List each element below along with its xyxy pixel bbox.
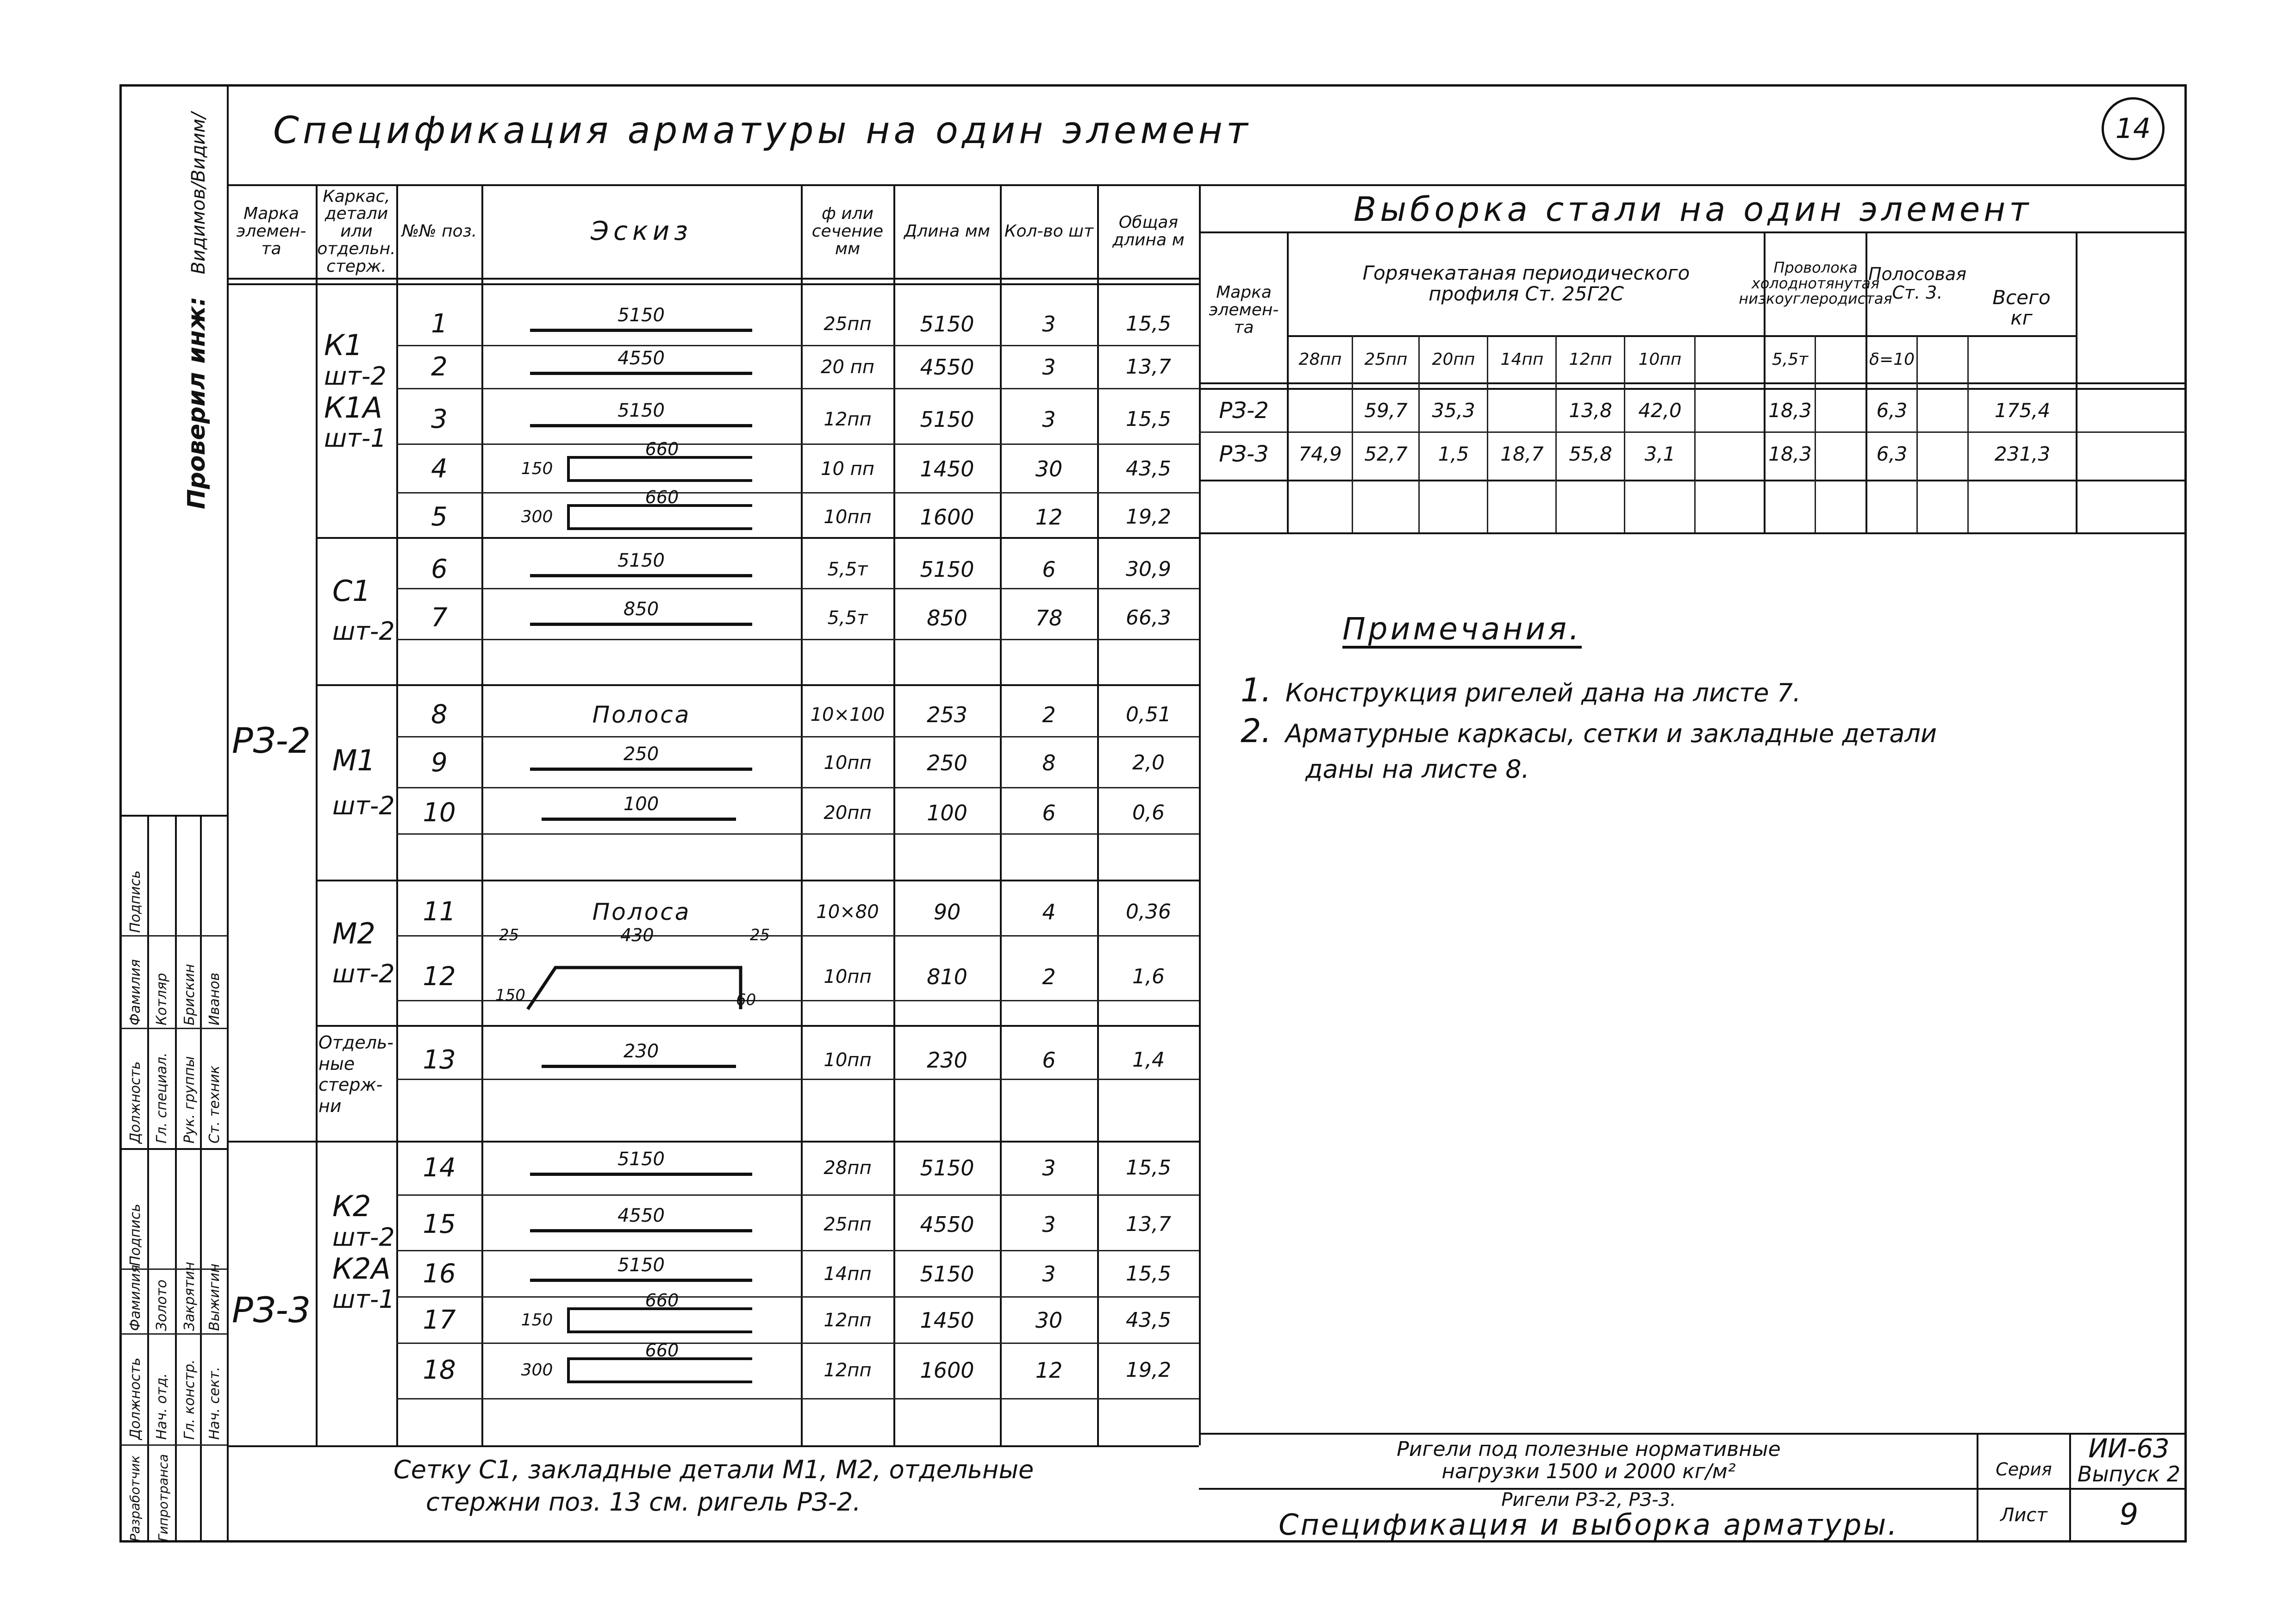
group-m2: М2 шт-2 — [332, 917, 395, 988]
row-diam: 20 пп — [821, 356, 874, 378]
page-number: 14 — [2115, 112, 2151, 145]
steel-cell: 18,7 — [1500, 442, 1544, 465]
row-pos: 12 — [423, 961, 456, 992]
steel-subheader: δ=10 — [1869, 350, 1915, 369]
steel-cell: 55,8 — [1569, 442, 1612, 465]
row-pos: 10 — [423, 797, 456, 828]
steel-subheader: 14пп — [1500, 350, 1544, 369]
row-total: 43,5 — [1126, 1308, 1171, 1332]
row-total: 43,5 — [1126, 456, 1171, 481]
row-pos: 6 — [431, 554, 448, 584]
steel-subheader: 10пп — [1638, 350, 1682, 369]
row-length: 1600 — [920, 504, 974, 530]
row-total: 13,7 — [1126, 1212, 1171, 1236]
steel-subheader: 28пп — [1298, 350, 1342, 369]
sketch-length-label: 5150 — [618, 1255, 665, 1276]
side-surname-2: Закрятин — [181, 1262, 198, 1331]
col-sketch-header: Эскиз — [591, 216, 693, 246]
row-total: 0,6 — [1132, 800, 1165, 824]
row-total: 19,2 — [1126, 1358, 1171, 1382]
steel-cell: 175,4 — [1994, 399, 2051, 422]
row-pos: 7 — [431, 602, 448, 633]
row-diam: 5,5т — [827, 559, 868, 580]
group-c1: С1 шт-2 — [332, 574, 395, 646]
row-length: 850 — [927, 605, 967, 631]
row-length: 230 — [927, 1047, 967, 1073]
steel-cell: 74,9 — [1298, 442, 1342, 465]
row-total: 30,9 — [1126, 557, 1171, 581]
row-length: 5150 — [920, 311, 974, 337]
row-count: 3 — [1042, 1261, 1056, 1287]
stamp-sheet-number: 9 — [2119, 1498, 2139, 1532]
steel-row-mark: РЗ-3 — [1219, 441, 1269, 467]
row-diam: 10×100 — [810, 704, 885, 725]
row-pos: 11 — [423, 896, 456, 927]
sketch-length-label: 5150 — [618, 1149, 665, 1170]
steel-cell — [1816, 433, 1866, 475]
row-pos: 3 — [431, 404, 448, 434]
row-diam: 10пп — [824, 966, 872, 987]
sketch-length-label: 4550 — [618, 1205, 665, 1226]
row-diam: 12пп — [824, 1360, 872, 1381]
sketch-straight-bar — [530, 424, 752, 427]
row-diam: 10пп — [824, 1049, 872, 1071]
side-position: Гл. специал. — [154, 1052, 170, 1143]
sketch-straight-bar — [530, 768, 752, 771]
steel-cell: 52,7 — [1364, 442, 1408, 465]
row-count: 30 — [1035, 456, 1063, 481]
stamp-series: ИИ-63 Выпуск 2 — [2077, 1434, 2181, 1487]
row-diam: 10×80 — [816, 901, 879, 923]
side-surname-2: Золото — [154, 1280, 170, 1331]
steel-cell — [1696, 390, 1764, 431]
row-total: 15,5 — [1126, 312, 1171, 336]
row-pos: 16 — [423, 1258, 456, 1289]
note-2-cont: даны на листе 8. — [1305, 755, 1529, 784]
row-count: 8 — [1042, 750, 1056, 775]
sketch-straight-bar — [530, 1173, 752, 1176]
sketch-length-label: 660 — [645, 1290, 679, 1311]
row-length: 5150 — [920, 556, 974, 582]
steel-subheader: 5,5т — [1772, 350, 1809, 369]
note-1: 1. Конструкция ригелей дана на листе 7. — [1241, 671, 1801, 709]
group-k2: К2 шт-2 К2А шт-1 — [332, 1189, 395, 1314]
steel-cell: 6,3 — [1876, 399, 1908, 422]
row-diam: 10 пп — [821, 458, 874, 480]
row-pos: 1 — [431, 308, 448, 339]
col-frame-header: Каркас, детали или отдельн. стерж. — [317, 187, 396, 276]
steel-title: Выборка стали на один элемент — [1353, 189, 2033, 229]
side-position-2: Нач. отд. — [154, 1373, 170, 1440]
row-pos: 13 — [423, 1044, 456, 1075]
row-pos: 15 — [423, 1209, 456, 1239]
side-surname: Иванов — [206, 972, 223, 1025]
sketch-leg-label: 150 — [521, 1311, 553, 1330]
steel-cell — [1289, 390, 1352, 431]
row-count: 30 — [1035, 1307, 1063, 1333]
side-header-surname: Фамилия — [127, 959, 144, 1025]
row-pos: 17 — [423, 1305, 456, 1335]
col-count-header: Кол-во шт — [1004, 222, 1094, 241]
row-diam: 10пп — [824, 506, 872, 528]
row-total: 15,5 — [1126, 407, 1171, 431]
element-rz3: РЗ-3 — [231, 1289, 311, 1331]
element-rz2: РЗ-2 — [231, 720, 311, 762]
row-pos: 9 — [431, 747, 448, 778]
side-header-signature-2: Подпись — [127, 1204, 144, 1266]
side-position-2: Нач. сект. — [206, 1367, 223, 1440]
row-length: 5150 — [920, 1155, 974, 1181]
sketch-dim-b: 25 — [750, 926, 770, 944]
row-count: 2 — [1042, 964, 1056, 989]
side-header-surname-2: Фамилия — [127, 1264, 144, 1331]
row-length: 90 — [933, 899, 961, 924]
sketch-straight-bar — [542, 1065, 736, 1068]
side-surname: Котляр — [154, 973, 170, 1025]
row-count: 3 — [1042, 406, 1056, 432]
row-count: 3 — [1042, 1212, 1056, 1237]
row-total: 66,3 — [1126, 606, 1171, 630]
row-total: 15,5 — [1126, 1156, 1171, 1180]
group-k1: К1 шт-2 К1А шт-1 — [324, 328, 387, 453]
sketch-leg-label: 300 — [521, 1361, 553, 1380]
steel-cell: 13,8 — [1569, 399, 1612, 422]
side-header-position-2: Должность — [127, 1357, 144, 1440]
steel-cell: 231,3 — [1994, 442, 2051, 465]
row-total: 15,5 — [1126, 1262, 1171, 1286]
row-length: 4550 — [920, 354, 974, 380]
steel-total-header: Всего кг — [1992, 286, 2051, 329]
sketch-straight-bar — [530, 574, 752, 577]
sketch-length-label: 230 — [623, 1041, 659, 1062]
steel-cell: 18,3 — [1768, 442, 1812, 465]
steel-cell — [1489, 390, 1555, 431]
notes-heading: Примечания. — [1342, 611, 1582, 647]
steel-cell — [1918, 390, 1967, 431]
sketch-dim-c: 150 — [495, 986, 525, 1005]
row-pos: 4 — [431, 453, 448, 484]
steel-subheader — [1696, 338, 1764, 381]
sketch-leg-label: 150 — [521, 459, 553, 479]
row-length: 810 — [927, 964, 967, 989]
sketch-hook-bar — [567, 1307, 752, 1333]
row-length: 1600 — [920, 1357, 974, 1383]
steel-cell: 42,0 — [1638, 399, 1682, 422]
row-count: 3 — [1042, 1155, 1056, 1181]
sketch-dim-a: 25 — [499, 926, 519, 944]
row-total: 19,2 — [1126, 505, 1171, 529]
spec-title: Спецификация арматуры на один элемент — [273, 109, 1252, 152]
note-2: 2. Арматурные каркасы, сетки и закладные детали — [1241, 712, 1937, 750]
steel-subheader — [1816, 338, 1866, 381]
spec-header-bottom — [227, 278, 1199, 280]
side-surname: Брискин — [181, 964, 198, 1025]
row-total: 13,7 — [1126, 355, 1171, 379]
sketch-length-label: 100 — [623, 793, 659, 815]
row-diam: 25пп — [824, 1214, 872, 1235]
steel-subheader: 12пп — [1569, 350, 1612, 369]
row-length: 1450 — [920, 1307, 974, 1333]
row-pos: 2 — [431, 351, 448, 382]
row-pos: 8 — [431, 699, 448, 730]
sketch-straight-bar — [530, 1279, 752, 1282]
sketch-hook-bar — [567, 504, 752, 530]
row-diam: 14пп — [824, 1263, 872, 1285]
steel-cell: 6,3 — [1876, 442, 1908, 465]
row-diam: 20пп — [824, 802, 872, 824]
row-diam: 25пп — [824, 313, 872, 335]
sketch-length-label: 5150 — [618, 550, 665, 571]
row-length: 5150 — [920, 1261, 974, 1287]
side-position: Рук. группы — [181, 1056, 198, 1143]
sketch-bent-bar — [500, 940, 778, 1023]
sketch-length-label: 430 — [620, 925, 654, 945]
row-length: 5150 — [920, 406, 974, 432]
row-length: 4550 — [920, 1212, 974, 1237]
row-count: 12 — [1035, 1357, 1063, 1383]
row-length: 1450 — [920, 456, 974, 481]
sketch-length-label: 660 — [645, 487, 679, 508]
row-total: 1,4 — [1132, 1048, 1165, 1072]
row-diam: 5,5т — [827, 607, 868, 629]
row-count: 4 — [1042, 899, 1056, 924]
sketch-straight-bar — [530, 1229, 752, 1232]
steel-subheader — [1918, 338, 1967, 381]
row-total: 2,0 — [1132, 750, 1165, 775]
steel-strip-header: Полосовая Ст. 3. — [1868, 263, 1967, 303]
stamp-sheet-label: Лист — [2000, 1505, 2047, 1526]
row-length: 253 — [927, 702, 967, 727]
row-diam: 12пп — [824, 1310, 872, 1331]
row-count: 2 — [1042, 702, 1056, 727]
sketch-straight-bar — [542, 818, 736, 821]
steel-row-mark: РЗ-2 — [1219, 397, 1269, 424]
group-m1: М1 шт-2 — [332, 743, 395, 821]
sketch-hook-bar — [567, 1357, 752, 1383]
steel-cell: 3,1 — [1644, 442, 1676, 465]
sketch-hook-bar — [567, 456, 752, 482]
steel-cell: 59,7 — [1364, 399, 1408, 422]
side-organization: Гипротранса — [156, 1454, 171, 1542]
row-count: 78 — [1035, 605, 1063, 631]
side-surname-2: Выжигин — [206, 1263, 223, 1331]
sketch-length-label: 5150 — [618, 400, 665, 421]
spec-header-top — [227, 184, 1199, 186]
col-pos-header: №№ поз. — [401, 222, 477, 241]
sketch-length-label: 5150 — [618, 305, 665, 326]
col-length-header: Длина мм — [904, 222, 990, 241]
row-count: 12 — [1035, 504, 1063, 530]
side-developer: Разработчик — [127, 1455, 143, 1542]
row-diam: 12пп — [824, 409, 872, 430]
sketch-leg-label: 300 — [521, 507, 553, 527]
col-total-header: Общая длина м — [1112, 213, 1185, 250]
steel-subheader: 20пп — [1432, 350, 1475, 369]
steel-cell — [1696, 433, 1764, 475]
sketch-strip-label: Полоса — [592, 898, 691, 925]
side-position: Ст. техник — [206, 1065, 223, 1143]
row-total: 1,6 — [1132, 964, 1165, 988]
row-pos: 5 — [431, 501, 448, 532]
row-count: 3 — [1042, 311, 1056, 337]
row-total: 0,36 — [1126, 899, 1171, 924]
sketch-length-label: 4550 — [618, 348, 665, 369]
steel-hot-rolled-header: Горячекатаная периодического профиля Ст. 25Г2С — [1362, 262, 1690, 305]
steel-col-mark: Марка элемен-та — [1209, 283, 1279, 337]
page-number-circle — [2102, 97, 2165, 160]
row-diam: 10пп — [824, 752, 872, 774]
stamp-sheet-name: Ригели РЗ-2, РЗ-3. Спецификация и выборка арматуры. — [1279, 1489, 1899, 1542]
sketch-strip-label: Полоса — [592, 701, 691, 728]
row-count: 3 — [1042, 354, 1056, 380]
row-pos: 14 — [423, 1152, 456, 1183]
row-count: 6 — [1042, 556, 1056, 582]
steel-cell — [1816, 390, 1866, 431]
stamp-series-label: Серия — [1996, 1459, 2052, 1480]
steel-subheader: 25пп — [1364, 350, 1408, 369]
row-count: 6 — [1042, 800, 1056, 825]
col-mark-header: Марка элемен-та — [236, 204, 306, 258]
row-diam: 28пп — [824, 1157, 872, 1179]
group-separate-bars: Отдель- ные стерж- ни — [318, 1032, 394, 1116]
steel-wire-header: Проволока холоднотянутая низкоуглеродистая — [1739, 259, 1892, 308]
side-header-position: Должность — [127, 1061, 144, 1143]
sketch-length-label: 850 — [623, 599, 659, 620]
row-total: 0,51 — [1126, 702, 1171, 726]
sketch-straight-bar — [530, 372, 752, 375]
sketch-straight-bar — [530, 623, 752, 626]
side-position-2: Гл. констр. — [181, 1359, 198, 1440]
steel-cell: 18,3 — [1768, 399, 1812, 422]
sketch-length-label: 660 — [645, 1340, 679, 1361]
sketch-straight-bar — [530, 329, 752, 332]
row-length: 100 — [927, 800, 967, 825]
sketch-length-label: 660 — [645, 439, 679, 460]
steel-cell: 1,5 — [1438, 442, 1469, 465]
row-pos: 18 — [423, 1355, 456, 1385]
spec-footnote: Сетку С1, закладные детали М1, М2, отдельные стержни поз. 13 см. ригель РЗ-2. — [393, 1455, 1034, 1517]
row-count: 6 — [1042, 1047, 1056, 1073]
sketch-length-label: 250 — [623, 743, 659, 765]
side-header-signature: Подпись — [127, 870, 144, 933]
col-diam-header: ф или сечение мм — [811, 204, 884, 258]
steel-cell — [1918, 433, 1967, 475]
stamp-description: Ригели под полезные нормативные нагрузки 1500 и 2000 кг/м² — [1397, 1437, 1781, 1483]
checked-by: Проверил инж: Видимов/Видим/ — [183, 112, 211, 509]
steel-cell: 35,3 — [1432, 399, 1475, 422]
row-length: 250 — [927, 750, 967, 775]
sketch-dim-d: 60 — [736, 991, 756, 1009]
